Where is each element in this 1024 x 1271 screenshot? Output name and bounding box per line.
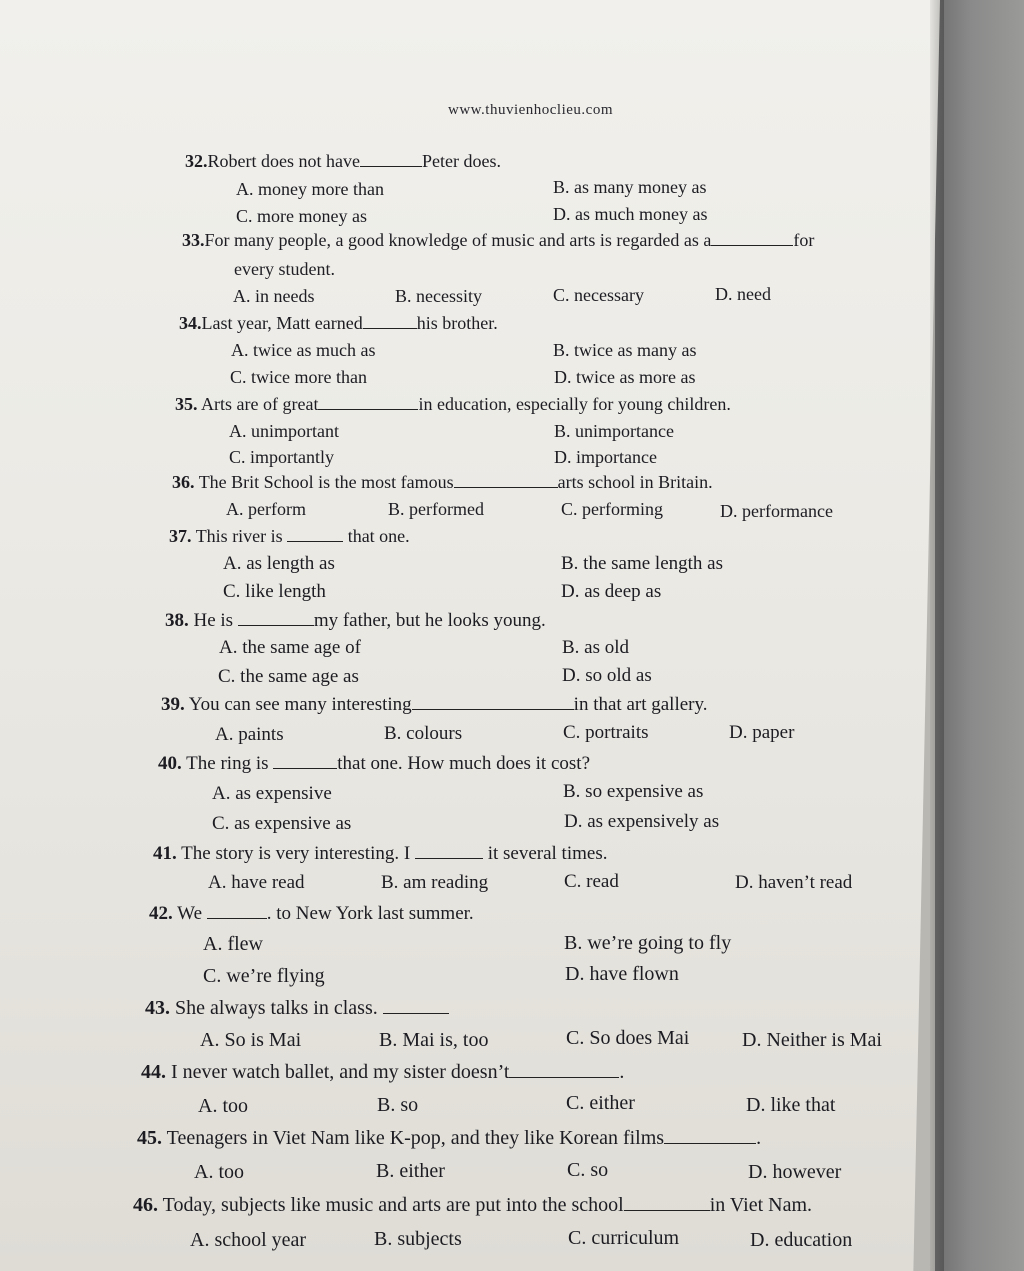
question-41 xyxy=(153,843,607,865)
question-44 xyxy=(141,1061,624,1084)
answer-blank xyxy=(711,231,793,246)
option-a: A. paints xyxy=(215,724,284,745)
option-c: C. as expensive as xyxy=(212,813,352,834)
question-stem-before: The story is very interesting. I xyxy=(181,843,411,864)
question-stem-before: Last year, Matt earned xyxy=(201,313,363,333)
question-34 xyxy=(179,313,498,334)
option-d: D. education xyxy=(750,1229,853,1251)
option-c: C. performing xyxy=(561,499,663,519)
question-stem-after: in that art gallery. xyxy=(573,694,708,715)
question-stem-after: . xyxy=(756,1127,762,1149)
question-stem-before: She always talks in class. xyxy=(175,997,378,1019)
question-stem-before: He is xyxy=(193,610,234,631)
option-d: D. however xyxy=(748,1161,842,1183)
question-stem-after: for xyxy=(793,230,815,250)
option-c: C. portraits xyxy=(563,722,649,743)
option-a: A. too xyxy=(198,1095,248,1117)
option-d: D. performance xyxy=(720,501,833,521)
option-d: D. Neither is Mai xyxy=(742,1029,882,1051)
option-b: B. twice as many as xyxy=(553,340,697,360)
question-number: 39. xyxy=(161,694,185,715)
question-stem-before: The ring is xyxy=(186,753,269,774)
option-a: A. unimportant xyxy=(229,421,339,441)
answer-blank xyxy=(412,695,574,710)
option-c: C. importantly xyxy=(229,447,334,467)
question-36 xyxy=(172,472,713,493)
option-c: C. more money as xyxy=(236,206,367,226)
question-stem-after: Peter does. xyxy=(421,151,501,171)
option-b: B. as old xyxy=(562,637,630,658)
question-number: 33. xyxy=(182,230,205,250)
question-stem-before: I never watch ballet, and my sister doesn’t xyxy=(171,1061,510,1083)
option-d: D. have flown xyxy=(565,963,679,985)
option-b: B. unimportance xyxy=(554,421,674,441)
option-b: B. necessity xyxy=(395,286,482,306)
option-a: A. in needs xyxy=(233,286,315,306)
option-a: A. school year xyxy=(190,1229,307,1251)
option-a: A. flew xyxy=(203,933,263,955)
option-d: D. so old as xyxy=(562,665,652,686)
option-c: C. the same age as xyxy=(218,666,359,687)
question-stem-after: that one. How much does it cost? xyxy=(337,753,591,774)
option-a: A. as expensive xyxy=(212,783,332,804)
question-number: 36. xyxy=(172,472,195,492)
option-b: B. we’re going to fly xyxy=(564,932,732,954)
question-stem-after: . to New York last summer. xyxy=(266,903,474,924)
option-c: C. so xyxy=(567,1159,609,1181)
question-stem-after: arts school in Britain. xyxy=(557,472,713,492)
answer-blank xyxy=(360,152,422,167)
option-b: B. the same length as xyxy=(561,553,723,574)
option-d: D. importance xyxy=(554,447,657,467)
question-number: 41. xyxy=(153,843,177,864)
answer-blank xyxy=(363,314,417,329)
question-stem-after: in education, especially for young children. xyxy=(418,394,731,414)
question-40 xyxy=(158,753,590,775)
option-a: A. too xyxy=(194,1161,244,1183)
option-b: B. am reading xyxy=(381,872,489,893)
option-a: A. perform xyxy=(226,499,306,519)
question-stem-after: his brother. xyxy=(416,313,498,333)
question-stem-before: We xyxy=(177,903,203,924)
question-stem-before: The Brit School is the most famous xyxy=(198,472,454,492)
option-c: C. twice more than xyxy=(230,367,367,387)
question-number: 43. xyxy=(145,997,170,1019)
option-b: B. as many money as xyxy=(553,177,707,197)
option-b: B. performed xyxy=(388,499,484,519)
option-c: C. we’re flying xyxy=(203,965,325,987)
option-c: C. either xyxy=(566,1092,635,1114)
option-b: B. colours xyxy=(384,723,463,744)
answer-blank xyxy=(287,527,343,542)
option-a: A. money more than xyxy=(236,179,384,199)
question-35 xyxy=(175,394,731,415)
option-a: A. So is Mai xyxy=(200,1029,302,1051)
option-d: D. twice as more as xyxy=(554,367,696,387)
answer-blank xyxy=(383,999,449,1014)
question-stem-before: You can see many interesting xyxy=(188,694,412,715)
option-c: C. like length xyxy=(223,581,326,602)
option-c: C. necessary xyxy=(553,285,644,305)
question-number: 44. xyxy=(141,1061,166,1083)
option-c: C. curriculum xyxy=(568,1227,680,1249)
option-b: B. subjects xyxy=(374,1228,462,1250)
answer-blank xyxy=(454,473,558,488)
question-32 xyxy=(185,151,501,172)
question-number: 42. xyxy=(149,903,173,924)
answer-blank xyxy=(624,1196,710,1211)
option-d: D. need xyxy=(715,284,771,304)
question-stem-after: . xyxy=(619,1061,625,1083)
option-d: D. as expensively as xyxy=(564,811,720,832)
answer-blank xyxy=(415,844,483,859)
answer-blank xyxy=(318,395,418,410)
option-b: B. so xyxy=(377,1094,419,1116)
question-stem-before: Today, subjects like music and arts are put into the school xyxy=(162,1194,624,1216)
option-d: D. as much money as xyxy=(553,204,708,224)
option-d: D. like that xyxy=(746,1094,836,1116)
question-stem-before: This river is xyxy=(195,526,283,546)
question-stem-before: Arts are of great xyxy=(201,394,319,414)
option-d: D. paper xyxy=(729,722,795,743)
option-a: A. twice as much as xyxy=(231,340,376,360)
question-stem-before: Robert does not have xyxy=(207,151,360,171)
answer-blank xyxy=(273,754,337,769)
option-d: D. as deep as xyxy=(561,581,662,602)
question-38 xyxy=(165,610,546,632)
site-watermark: www.thuvienhoclieu.com xyxy=(448,102,613,118)
question-stem-before: For many people, a good knowledge of music and arts is regarded as a xyxy=(204,230,712,250)
question-number: 45. xyxy=(137,1127,162,1149)
option-b: B. so expensive as xyxy=(563,781,704,802)
question-number: 46. xyxy=(133,1194,158,1216)
option-d: D. haven’t read xyxy=(735,872,853,893)
question-stem-before: Teenagers in Viet Nam like K-pop, and they like Korean films xyxy=(166,1127,665,1149)
answer-blank xyxy=(509,1063,619,1078)
question-33 xyxy=(182,230,814,251)
option-b: B. Mai is, too xyxy=(379,1029,489,1051)
question-46 xyxy=(133,1194,812,1217)
option-b: B. either xyxy=(376,1160,445,1182)
question-43 xyxy=(145,997,449,1020)
question-stem-after: it several times. xyxy=(487,843,608,864)
option-a: A. the same age of xyxy=(219,637,361,658)
question-45 xyxy=(137,1127,761,1150)
question-number: 32. xyxy=(185,151,208,171)
question-number: 35. xyxy=(175,394,198,414)
question-number: 38. xyxy=(165,610,189,631)
answer-blank xyxy=(207,904,267,919)
question-42 xyxy=(149,903,474,925)
option-c: C. So does Mai xyxy=(566,1027,690,1049)
option-c: C. read xyxy=(564,871,619,892)
question-number: 40. xyxy=(158,753,182,774)
question-stem-after: my father, but he looks young. xyxy=(313,610,546,631)
question-stem-after: in Viet Nam. xyxy=(709,1194,813,1216)
answer-blank xyxy=(238,611,314,626)
question-37 xyxy=(169,526,410,547)
option-a: A. as length as xyxy=(223,553,335,574)
answer-blank xyxy=(664,1129,756,1144)
question-39 xyxy=(161,694,708,716)
option-a: A. have read xyxy=(208,872,305,893)
question-stem-after: that one. xyxy=(347,526,410,546)
question-continuation: every student. xyxy=(234,259,335,279)
question-number: 37. xyxy=(169,526,192,546)
question-number: 34. xyxy=(179,313,202,333)
